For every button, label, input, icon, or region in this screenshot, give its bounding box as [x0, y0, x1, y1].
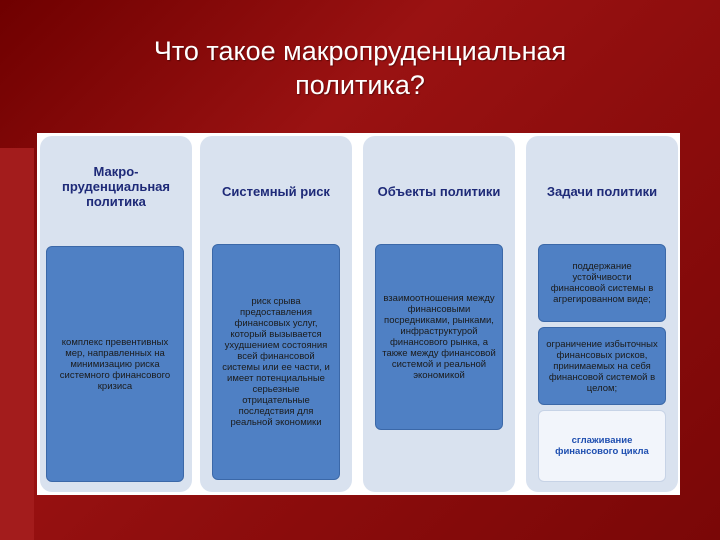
title-line-1: Что такое макропруденциальная — [153, 36, 567, 66]
definition-box — [46, 246, 184, 482]
slide-title — [60, 34, 660, 102]
definition-text: взаимоотношения между финансовыми посредниками, рынками, инфраструктурой финансового рынка, а также между финансовой системой и реальной экономикой — [382, 293, 496, 381]
task-box — [538, 410, 666, 482]
diagram-panel — [37, 133, 680, 495]
column-systemic-risk — [200, 136, 352, 492]
definition-box — [212, 244, 340, 480]
task-box — [538, 244, 666, 322]
definition-box — [375, 244, 503, 430]
definition-text: комплекс превентивных мер, направленных на минимизацию риска системного финансового кризиса — [59, 336, 171, 392]
task-text: поддержание устойчивости финансовой системы в агрегированном виде; — [550, 261, 654, 305]
decorative-band — [0, 148, 34, 540]
column-policy-objects — [363, 136, 515, 492]
task-text: ограничение избыточных финансовых рисков, принимаемых на себя финансовой системой в целом; — [546, 338, 658, 394]
task-box — [538, 327, 666, 405]
column-policy-tasks — [526, 136, 678, 492]
column-heading: Задачи политики — [546, 184, 658, 199]
task-text: сглаживание финансового цикла — [555, 435, 649, 457]
column-heading: Системный риск — [222, 184, 330, 199]
column-macroprudential-policy — [40, 136, 192, 492]
definition-text: риск срыва предоставления финансовых услуг, который вызывается ухудшением состояния всей финансовой системы или ее части, и имеет потенциальные серьезные отрицательные последствия для реальной экономики — [222, 296, 330, 428]
title-line-2: политика? — [295, 70, 425, 100]
column-heading: Макро-пруденциальная политика — [62, 164, 170, 209]
column-heading: Объекты политики — [377, 184, 501, 199]
